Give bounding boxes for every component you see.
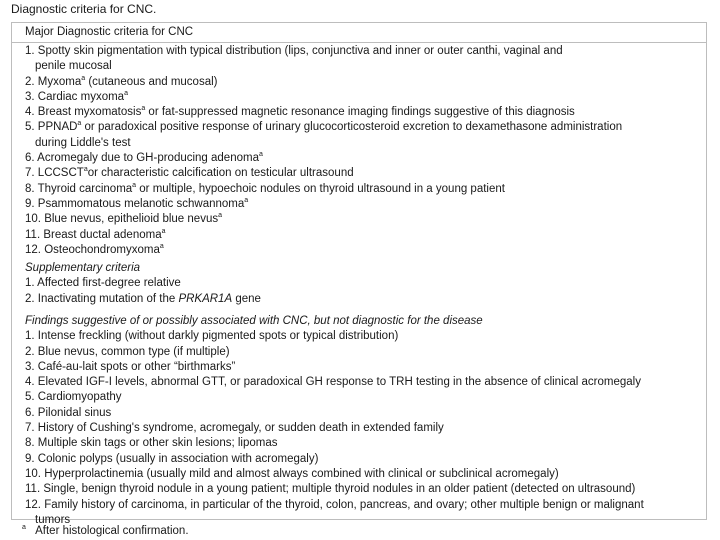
criterion-number: 4. (25, 106, 38, 119)
criterion-number: 11. (25, 228, 44, 241)
major-criterion (25, 228, 698, 243)
footnote-text: After histological confirmation. (35, 525, 189, 537)
criterion-text-rest: or characteristic calcification on testicular ultrasound (87, 167, 354, 180)
criterion-text: Psammomatous melanotic schwannoma (37, 197, 245, 210)
criterion-number: 4. (25, 376, 38, 389)
criterion-number: 6. (25, 152, 38, 165)
criterion-text-rest: or paradoxical positive response of urinary glucocorticosteroid excretion to dexamethasone administration (81, 121, 623, 134)
gene-name: PRKAR1A (178, 292, 233, 305)
criterion-number: 12. (25, 243, 45, 256)
footnote-ref: a (141, 105, 146, 113)
criterion-text: PPNAD (37, 121, 78, 134)
footnote-ref: a (218, 212, 222, 220)
criterion-number: 2. (25, 75, 38, 88)
footnote (22, 524, 189, 538)
criterion-number: 3. (25, 90, 38, 103)
criterion-number: 8. (25, 437, 38, 450)
criterion-number: 3. (25, 360, 38, 373)
criterion-text: Spotty skin pigmentation with typical distribution (lips, conjunctiva and inner or outer canthi, vaginal and (37, 45, 563, 57)
criterion-number: 2. (25, 292, 38, 305)
criterion-number: 11. (25, 483, 44, 496)
criterion-number: 8. (25, 182, 38, 195)
footnote-ref: a (124, 90, 128, 98)
footnote-ref: a (132, 181, 137, 189)
major-criterion (25, 243, 698, 258)
finding-item (25, 345, 698, 360)
finding-item (25, 421, 698, 436)
table-header-label: Major Diagnostic criteria for CNC (25, 26, 194, 38)
criterion-text: Myxoma (37, 75, 82, 88)
criterion-text: Intense freckling (without darkly pigmented spots or typical distribution) (37, 330, 399, 343)
criterion-text-rest: gene (232, 292, 261, 305)
criterion-number: 7. (25, 422, 38, 435)
criterion-text: Blue nevus, epithelioid blue nevus (44, 213, 219, 226)
major-criterion (25, 105, 698, 120)
criterion-text-rest: or multiple, hypoechoic nodules on thyroid ultrasound in a young patient (136, 182, 505, 195)
footnote-ref: a (161, 227, 166, 235)
footnote-ref: a (83, 166, 88, 174)
finding-item (25, 452, 698, 467)
major-criterion (25, 90, 698, 105)
criterion-text: Acromegaly due to GH-producing adenoma (37, 152, 259, 165)
criterion-text: Blue nevus, common type (if multiple) (37, 345, 230, 358)
criterion-text: Thyroid carcinoma (37, 182, 133, 195)
criterion-text: Hyperprolactinemia (usually mild and almost always combined with clinical or subclinical acromegaly) (44, 467, 559, 480)
footnote-ref: a (258, 151, 263, 159)
major-criterion (25, 166, 698, 181)
criterion-number: 1. (25, 277, 38, 290)
finding-item (25, 436, 698, 451)
criteria-table (11, 22, 707, 526)
criterion-text: Breast myxomatosis (37, 106, 142, 119)
table-caption: Diagnostic criteria for CNC. (11, 2, 157, 16)
criterion-text: Single, benign thyroid nodule in a young patient; multiple thyroid nodules in an older patient (detected on ultrasound) (43, 483, 636, 496)
finding-item (25, 329, 698, 344)
supplementary-criterion (25, 292, 698, 307)
footnote-mark: a (22, 524, 26, 532)
criterion-number: 10. (25, 467, 45, 480)
finding-item (25, 482, 698, 497)
criterion-text: History of Cushing's syndrome, acromegaly, or sudden death in extended family (37, 422, 444, 435)
finding-item (25, 498, 698, 513)
criterion-text-rest: (cutaneous and mucosal) (85, 75, 218, 88)
finding-item (25, 375, 698, 390)
major-criterion (25, 151, 698, 166)
major-criterion (25, 75, 698, 90)
criterion-text: Café-au-lait spots or other “birthmarks” (37, 360, 236, 373)
footnote-ref: a (159, 243, 164, 251)
criterion-text: Affected first-degree relative (37, 277, 181, 290)
criterion-text: Elevated IGF-I levels, abnormal GTT, or paradoxical GH response to TRH testing in the absence of clinical acromegaly (37, 376, 641, 389)
criterion-number: 10. (25, 213, 45, 226)
criterion-text: Cardiac myxoma (37, 90, 125, 103)
table-header (12, 23, 706, 43)
finding-item (25, 390, 698, 405)
criterion-number: 9. (25, 452, 38, 465)
criterion-number: 5. (25, 391, 38, 404)
supplementary-title: Supplementary criteria (25, 262, 141, 274)
criterion-text: Osteochondromyxoma (44, 243, 160, 256)
criterion-text: Cardiomyopathy (37, 391, 122, 404)
finding-item (25, 467, 698, 482)
criterion-number: 7. (25, 167, 38, 180)
criterion-text: Breast ductal adenoma (43, 228, 162, 241)
footnote-ref: a (244, 197, 249, 205)
criterion-text: Family history of carcinoma, in particular of the thyroid, colon, pancreas, and ovary; other multiple benign or malignant (44, 498, 644, 511)
criterion-number: 12. (25, 498, 45, 511)
footnote-ref: a (81, 74, 86, 82)
criterion-continuation: tumors (35, 513, 71, 526)
criterion-text: Colonic polyps (usually in association with acromegaly) (37, 452, 319, 465)
major-criterion (25, 182, 698, 197)
supplementary-criterion (25, 276, 698, 291)
major-criterion (25, 44, 698, 59)
criterion-text: Multiple skin tags or other skin lesions; lipomas (37, 437, 278, 450)
finding-item (25, 406, 698, 421)
criterion-continuation: penile mucosal (35, 60, 112, 73)
major-criteria-list (25, 44, 698, 258)
criterion-number: 9. (25, 197, 38, 210)
criterion-number: 1. (25, 45, 38, 57)
criterion-text: Inactivating mutation of the (37, 292, 179, 305)
major-criterion (25, 197, 698, 212)
findings-title: Findings suggestive of or possibly associated with CNC, but not diagnostic for the disease (25, 315, 483, 327)
criterion-number: 5. (25, 121, 38, 134)
criterion-text: LCCSCT (37, 167, 84, 180)
supplementary-criteria (25, 261, 698, 307)
findings-section (25, 314, 698, 528)
footnote-ref: a (77, 120, 82, 128)
criterion-continuation: during Liddle's test (35, 136, 131, 149)
criterion-text-rest: or fat-suppressed magnetic resonance imaging findings suggestive of this diagnosis (145, 106, 575, 119)
criterion-number: 2. (25, 345, 38, 358)
major-criterion (25, 212, 698, 227)
criterion-number: 1. (25, 330, 38, 343)
criterion-number: 6. (25, 406, 38, 419)
criterion-text: Pilonidal sinus (37, 406, 112, 419)
major-criterion (25, 120, 698, 135)
finding-item (25, 360, 698, 375)
